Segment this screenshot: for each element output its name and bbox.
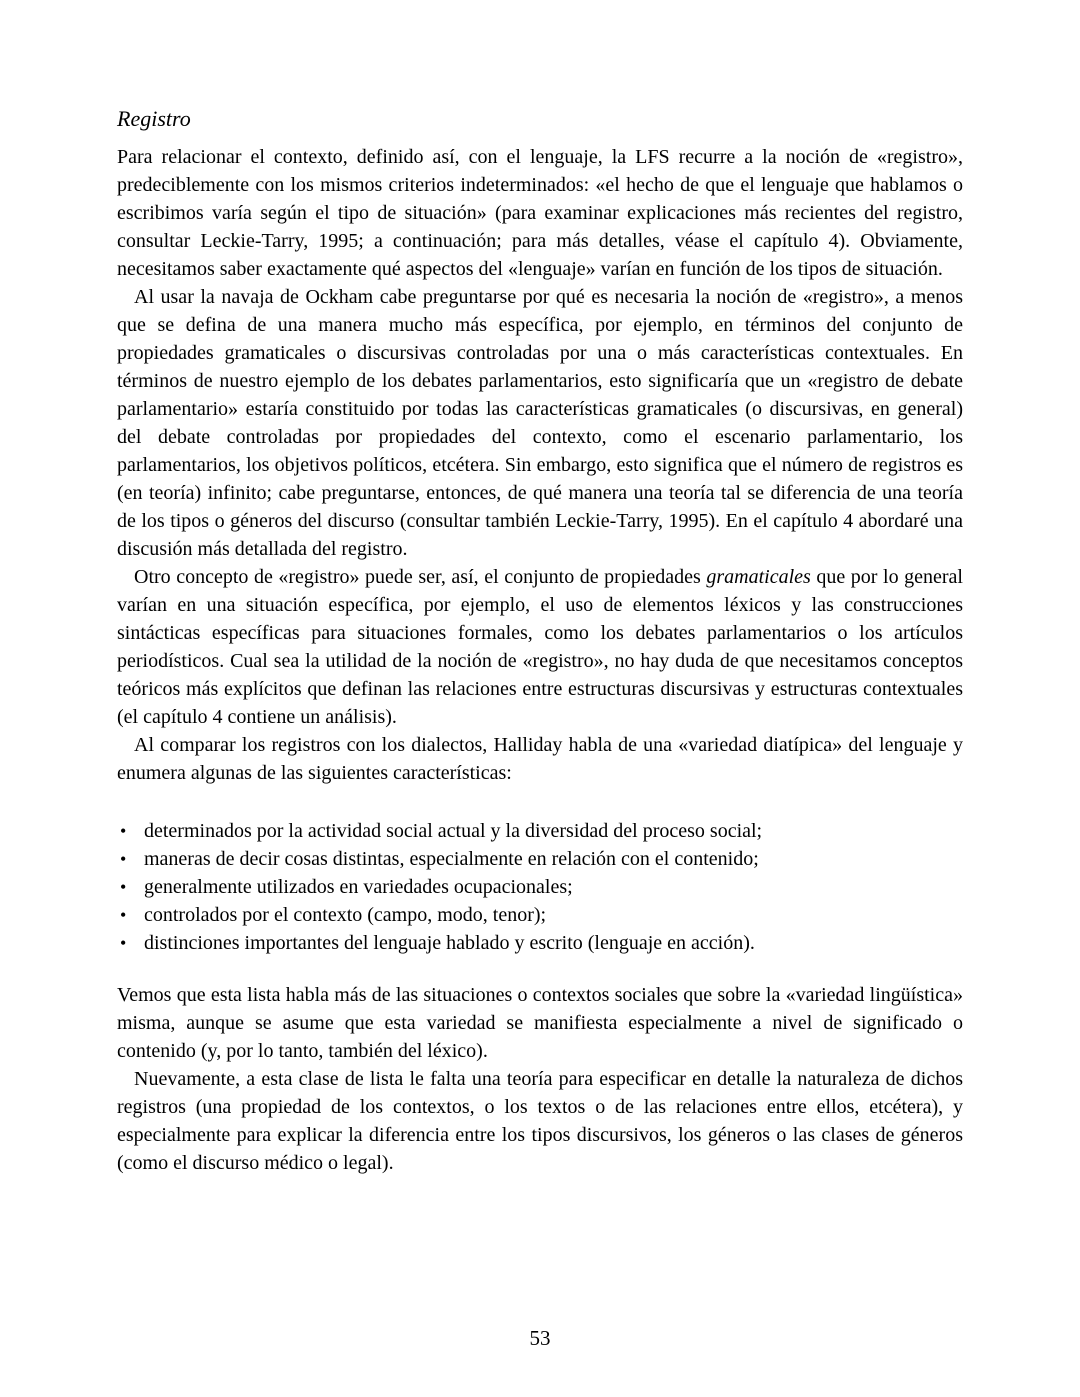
document-content [117, 104, 963, 1177]
body-text: Al comparar los registros con los dialectos, Halliday habla de una «variedad diatípica» del lenguaje y enumera algunas de las siguientes características: [117, 734, 963, 784]
bullet-item: • generalmente utilizados en variedades ocupacionales; [117, 873, 963, 901]
bullet-item: • distinciones importantes del lenguaje hablado y escrito (lenguaje en acción). [117, 929, 963, 957]
bullet-item: • determinados por la actividad social actual y la diversidad del proceso social; [117, 817, 963, 845]
body-text: Al usar la navaja de Ockham cabe preguntarse por qué es necesaria la noción de «registro», a menos que se defina de una manera mucho más específica, por ejemplo, en términos del conjunto de propiedades gramaticales o discursivas controladas por una o más características contextuales. En términos de nuestro ejemplo de los debates parlamentarios, esto significaría que un «registro de debate parlamentario» estaría constituido por todas las características gramaticales (o discursivas, en general) del debate controladas por propiedades del contexto, como el escenario parlamentario, los parlamentarios, los objetivos políticos, etcétera. Sin embargo, esto significa que el número de registros es (en teoría) infinito; cabe preguntarse, entonces, de qué manera una teoría tal se diferencia de una teoría de los tipos o géneros del discurso (consultar también Leckie-Tarry, 1995). En el capítulo 4 abordaré una discusión más detallada del registro. [117, 286, 963, 560]
body-text: que por lo general varían en una situación específica, por ejemplo, el uso de elementos léxicos y las construcciones sintácticas específicas para situaciones formales, como los debates parlamentarios o los artículos periodísticos. Cual sea la utilidad de la noción de «registro», no hay duda de que necesitamos conceptos teóricos más explícitos que definan las relaciones entre estructuras discursivas y estructuras contextuales (el capítulo 4 contiene un análisis). [117, 566, 963, 728]
body-text: Otro concepto de «registro» puede ser, así, el conjunto de propiedades [134, 566, 707, 588]
bullet-list [117, 817, 963, 957]
paragraph [117, 143, 963, 283]
body-text: Vemos que esta lista habla más de las situaciones o contextos sociales que sobre la «variedad lingüística» misma, aunque se asume que esta variedad se manifiesta especialmente a nivel de significado o contenido (y, por lo tanto, también del léxico). [117, 984, 963, 1062]
body-text: Para relacionar el contexto, definido así, con el lenguaje, la LFS recurre a la noción de «registro», predeciblemente con los mismos criterios indeterminados: «el hecho de que el lenguaje que hablamos o escribimos varía según el tipo de situación» (para examinar explicaciones más recientes del registro, consultar Leckie-Tarry, 1995; a continuación; para más detalles, véase el capítulo 4). Obviamente, necesitamos saber exactamente qué aspectos del «lenguaje» varían en función de los tipos de situación. [117, 146, 963, 280]
bullet-item: • maneras de decir cosas distintas, especialmente en relación con el contenido; [117, 845, 963, 873]
page-number: 53 [529, 1326, 551, 1350]
paragraph [117, 1065, 963, 1177]
paragraph [117, 283, 963, 563]
emphasized-text: gramaticales [706, 566, 811, 588]
paragraph [117, 563, 963, 731]
paragraph [117, 731, 963, 787]
paragraph [117, 981, 963, 1065]
bullet-item: • controlados por el contexto (campo, modo, tenor); [117, 901, 963, 929]
body-text: Nuevamente, a esta clase de lista le falta una teoría para especificar en detalle la naturaleza de dichos registros (una propiedad de los contextos, o los textos o de las relaciones entre ellos, etcétera), y especialmente para explicar la diferencia entre los tipos discursivos, los géneros o las clases de géneros (como el discurso médico o legal). [117, 1068, 963, 1174]
section-heading: Registro [117, 106, 191, 131]
